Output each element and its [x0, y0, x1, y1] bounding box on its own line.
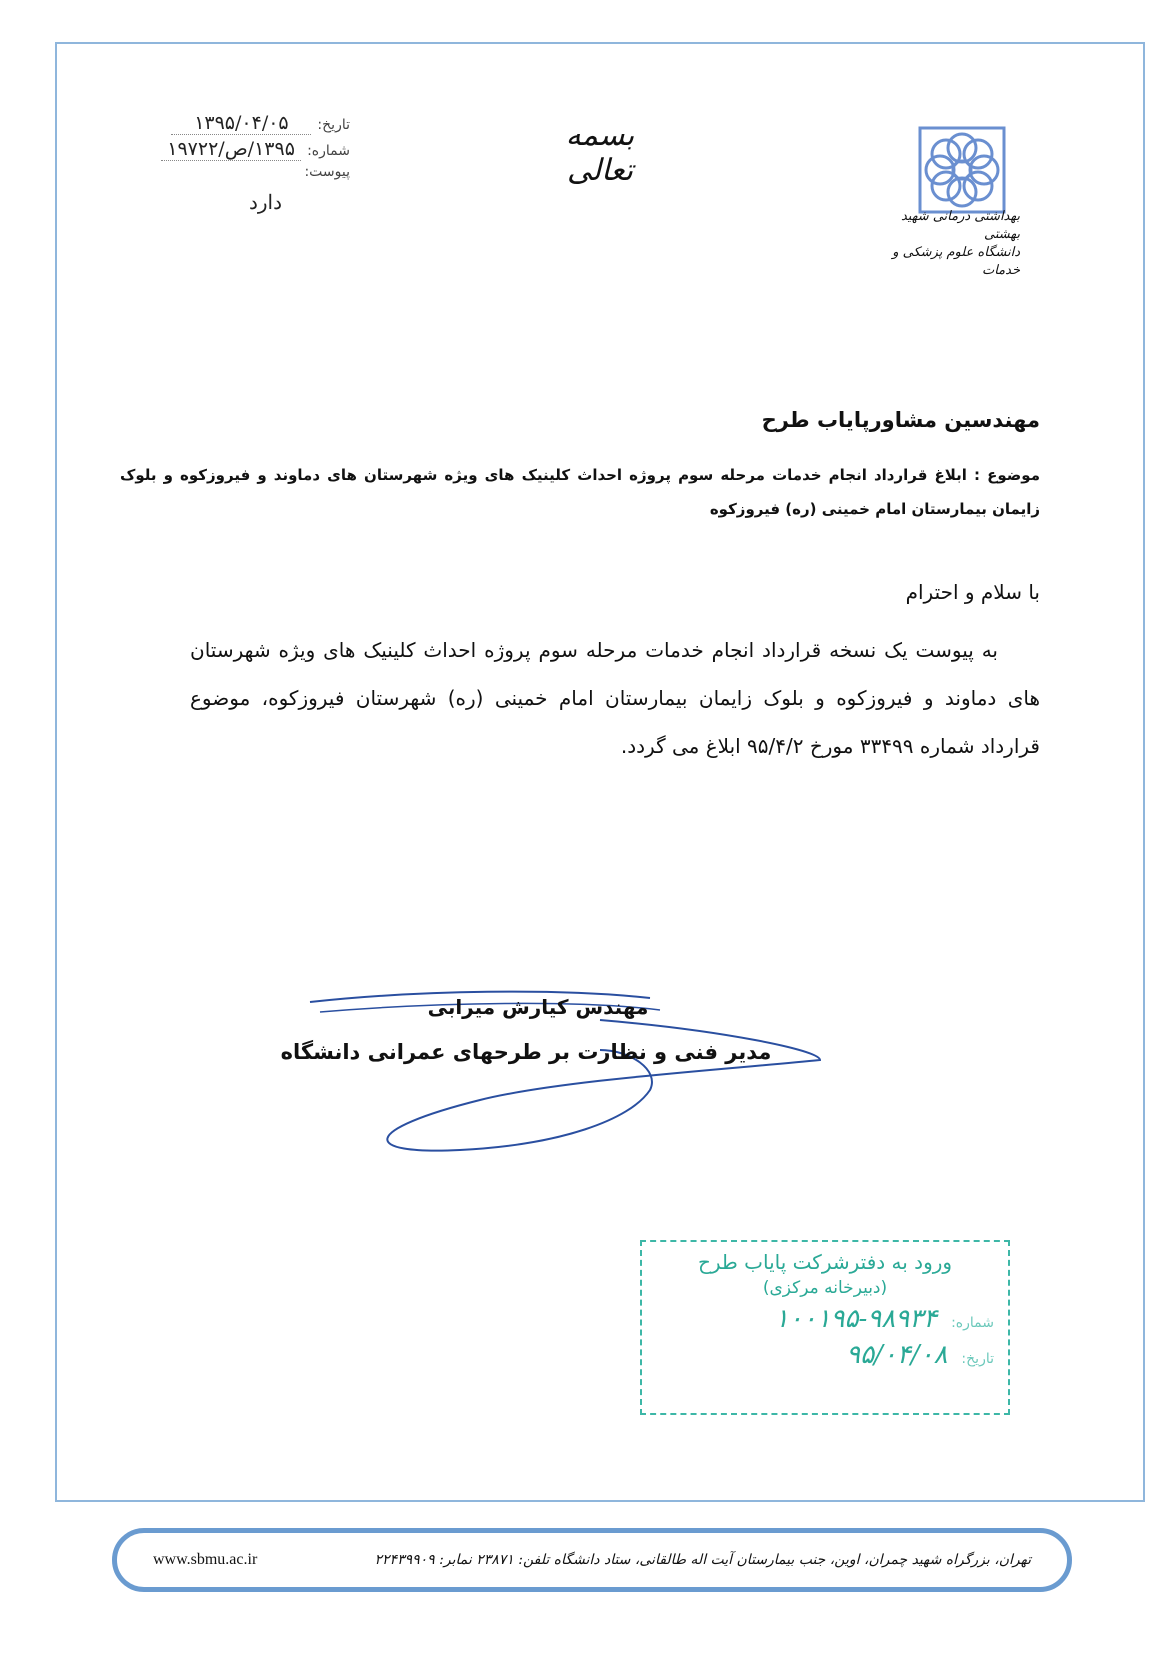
date-label: تاریخ:	[317, 117, 350, 133]
signer-name: مهندس کیارش میرابی	[427, 995, 649, 1019]
receipt-stamp	[640, 1240, 1010, 1415]
stamp-subtitle: (دبیرخانه مرکزی)	[762, 1278, 888, 1298]
number-label: شماره:	[307, 143, 350, 159]
stamp-number-value: ۱۰۰۱۹۵-۹۸۹۳۴	[774, 1304, 938, 1334]
invocation-calligraphy: بسمه تعالی	[565, 118, 635, 188]
stamp-number-label: شماره:	[951, 1315, 994, 1331]
recipient: مهندسین مشاورپایاب طرح	[761, 408, 1040, 432]
university-name-line1: بهداشتی درمانی شهید بهشتی	[900, 209, 1020, 242]
date-value: ۱۳۹۵/۰۴/۰۵	[171, 112, 311, 135]
footer-website[interactable]: www.sbmu.ac.ir	[153, 1551, 258, 1568]
attachment-value: دارد	[248, 190, 282, 214]
attachment-row	[80, 164, 350, 190]
attachment-label: پیوست:	[304, 164, 350, 180]
signer-title: مدیر فنی و نظارت بر طرحهای عمرانی دانشگاه	[280, 1040, 772, 1064]
stamp-date-label: تاریخ:	[961, 1351, 994, 1367]
university-logo	[870, 118, 1020, 293]
date-row	[80, 112, 350, 138]
subject-line: موضوع : ابلاغ قرارداد انجام خدمات مرحله سوم پروژه احداث کلینیک های ویژه شهرستان های دماوند و فیروزکوه و بلوک زایمان بیمارستان امام خمینی (ره) فیروزکوه	[120, 466, 1040, 518]
stamp-date-row	[656, 1340, 994, 1370]
stamp-number-row	[656, 1304, 994, 1334]
greeting: با سلام و احترام	[905, 580, 1040, 604]
stamp-title: ورود به دفترشرکت پایاب طرح	[697, 1250, 953, 1274]
university-name	[870, 208, 1020, 280]
number-value: ۱۳۹۵/ص/۱۹۷۲۲	[161, 138, 301, 161]
footer-address: تهران، بزرگراه شهید چمران، اوین، جنب بیمارستان آیت اله طالقانی، ستاد دانشگاه تلفن: ۲۳۸۷۱ نمابر: ۲۲۴۳۹۹۰۹	[374, 1552, 1031, 1568]
number-row	[80, 138, 350, 164]
university-name-line2: دانشگاه علوم پزشکی و خدمات	[892, 245, 1020, 278]
stamp-date-value: ۹۵/۰۴/۰۸	[846, 1340, 948, 1370]
letter-meta	[80, 112, 350, 214]
rosette-icon	[910, 118, 1014, 222]
letter-body: به پیوست یک نسخه قرارداد انجام خدمات مرحله سوم پروژه احداث کلینیک های ویژه شهرستان های دماوند و فیروزکوه و بلوک زایمان بیمارستان امام خمینی (ره) شهرستان فیروزکوه، موضوع قرارداد شماره ۳۳۴۹۹ مورخ ۹۵/۴/۲ ابلاغ می گردد.	[190, 638, 1040, 758]
footer-bar	[112, 1528, 1072, 1592]
